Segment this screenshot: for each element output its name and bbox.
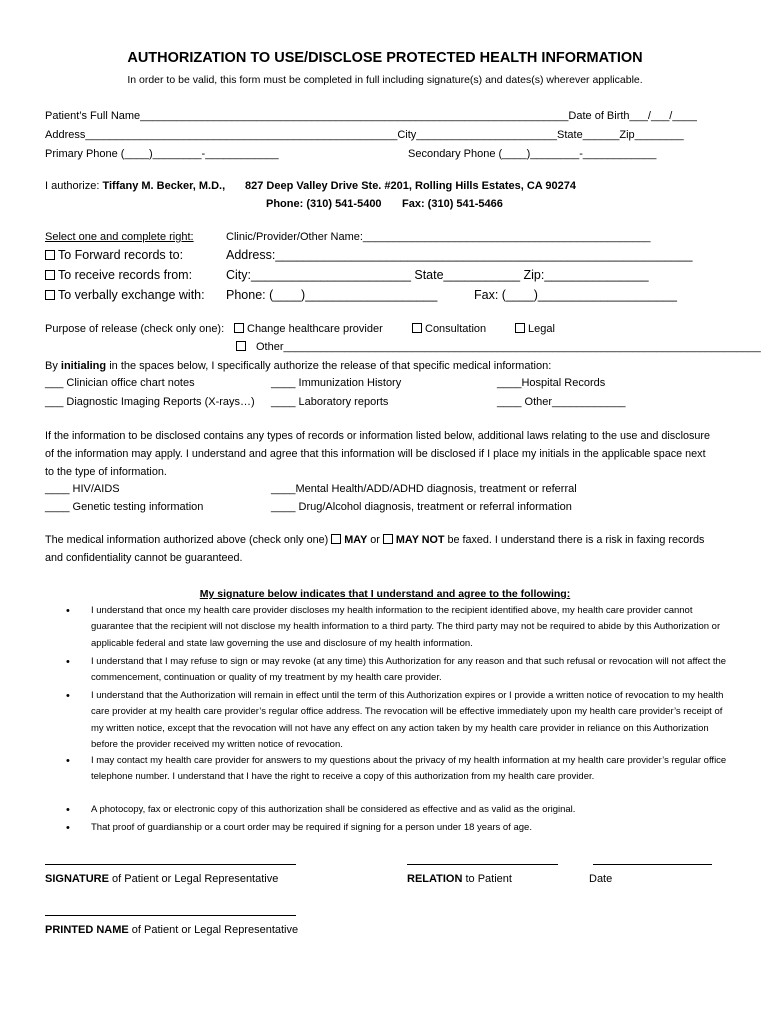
option-label: To receive records from: bbox=[58, 268, 193, 282]
initialing-intro bbox=[45, 359, 551, 373]
date-line[interactable] bbox=[593, 864, 712, 865]
purpose-label: Purpose of release (check only one): bbox=[45, 323, 225, 335]
recipient-phone-field[interactable]: Phone: (____)___________________ bbox=[226, 288, 438, 302]
checkbox[interactable] bbox=[45, 290, 55, 300]
agreement-heading: My signature below indicates that I understand and agree to the following: bbox=[199, 588, 571, 600]
checkbox[interactable] bbox=[412, 323, 422, 333]
fax-consent-paragraph bbox=[45, 531, 717, 567]
checkbox[interactable] bbox=[234, 323, 244, 333]
bullet-1: • bbox=[66, 605, 70, 617]
primary-phone-field[interactable]: Primary Phone (____)________-____________ bbox=[45, 148, 279, 160]
patient-address-field[interactable]: Address___________________________________________________City_______________________State______Zip________ bbox=[45, 129, 684, 141]
initial-genetic-testing[interactable]: ____ Genetic testing information bbox=[45, 501, 204, 513]
provider-address: 827 Deep Valley Drive Ste. #201, Rolling Hills Estates, CA 90274 bbox=[245, 180, 576, 192]
form-title: AUTHORIZATION TO USE/DISCLOSE PROTECTED HEALTH INFORMATION bbox=[127, 50, 643, 66]
may-not-label: MAY NOT bbox=[395, 534, 445, 546]
signature-label-rest: of Patient or Legal Representative bbox=[108, 873, 279, 885]
city-state-zip-field[interactable]: City:_______________________ State___________ Zip:_______________ bbox=[226, 268, 649, 282]
bullet-3: • bbox=[66, 690, 70, 702]
initial-drug-alcohol[interactable]: ____ Drug/Alcohol diagnosis, treatment or referral information bbox=[271, 501, 572, 513]
authorize-line bbox=[45, 179, 225, 193]
initial-other[interactable]: ____ Other____________ bbox=[497, 396, 626, 408]
form-subtitle: In order to be valid, this form must be completed in full including signature(s) and dates(s) wherever applicable. bbox=[127, 74, 643, 86]
purpose-other-field[interactable]: Other______________________________________________________________________________ bbox=[256, 341, 761, 353]
fax-consent-text: The medical information authorized above (check only one) bbox=[45, 534, 332, 546]
provider-name: Tiffany M. Becker, M.D., bbox=[102, 180, 226, 192]
initial-hiv-aids[interactable]: ____ HIV/AIDS bbox=[45, 483, 120, 495]
purpose-option-label: Change healthcare provider bbox=[247, 323, 383, 335]
relation-label-rest: to Patient bbox=[462, 873, 512, 885]
option-verbally-exchange[interactable] bbox=[45, 288, 205, 302]
purpose-legal[interactable] bbox=[515, 322, 555, 336]
purpose-other[interactable] bbox=[236, 340, 761, 354]
fax-consent-text-rest: be faxed. I understand there is a risk in faxing records and confidentiality cannot be guaranteed. bbox=[45, 534, 705, 564]
printed-name-line[interactable] bbox=[45, 915, 296, 916]
may-checkbox[interactable] bbox=[331, 534, 341, 544]
printed-name-label-rest: of Patient or Legal Representative bbox=[128, 924, 299, 936]
agreement-item-1: I understand that once my health care provider discloses my health information to the recipient identified above, my health care provider cannot guarantee that the recipient will not disclose my health information to a third party. The third party may not be required to abide by this Authorization or applicable federal and state law governing the use and disclosure of my health information. bbox=[91, 605, 721, 649]
signature-label bbox=[45, 872, 278, 886]
bullet-2: • bbox=[66, 656, 70, 668]
agreement-item-5: A photocopy, fax or electronic copy of this authorization shall be considered as effective and as valid as the original. bbox=[91, 804, 576, 815]
agreement-item-6: That proof of guardianship or a court order may be required if signing for a person under 18 years of age. bbox=[91, 822, 532, 833]
signature-line[interactable] bbox=[45, 864, 296, 865]
provider-fax: Fax: (310) 541-5466 bbox=[402, 198, 503, 210]
may-label: MAY bbox=[344, 534, 368, 546]
initial-mental-health[interactable]: ____Mental Health/ADD/ADHD diagnosis, treatment or referral bbox=[271, 483, 577, 495]
option-forward-records[interactable] bbox=[45, 248, 183, 262]
purpose-change-provider[interactable] bbox=[234, 322, 383, 336]
select-instruction: Select one and complete right: bbox=[45, 231, 194, 243]
relation-line[interactable] bbox=[407, 864, 558, 865]
relation-label bbox=[407, 872, 512, 886]
bullet-4: • bbox=[66, 755, 70, 767]
initial-diagnostic-imaging[interactable]: ___ Diagnostic Imaging Reports (X-rays…) bbox=[45, 396, 255, 408]
agreement-item-4: I may contact my health care provider for answers to my questions about the privacy of my health information at my health care provider’s regular office telephone number. I understand that I have the right to receive a copy of this authorization from my health care provider. bbox=[91, 755, 727, 783]
provider-phone: Phone: (310) 541-5400 bbox=[266, 198, 382, 210]
printed-name-label-bold: PRINTED NAME bbox=[45, 924, 129, 936]
signature-label-bold: SIGNATURE bbox=[45, 873, 109, 885]
patient-name-dob-field[interactable]: Patient’s Full Name______________________________________________________________________Date of Birth___/___/____ bbox=[45, 110, 697, 122]
purpose-option-label: Legal bbox=[528, 323, 555, 335]
purpose-option-label: Consultation bbox=[425, 323, 487, 335]
intro-text: By bbox=[45, 360, 61, 372]
date-label: Date bbox=[589, 873, 613, 885]
purpose-consultation[interactable] bbox=[412, 322, 486, 336]
bullet-6: • bbox=[66, 822, 70, 834]
checkbox[interactable] bbox=[236, 341, 246, 351]
option-label: To Forward records to: bbox=[58, 248, 184, 262]
checkbox[interactable] bbox=[515, 323, 525, 333]
bullet-5: • bbox=[66, 804, 70, 816]
clinic-name-field[interactable]: Clinic/Provider/Other Name:_______________________________________________ bbox=[226, 231, 651, 243]
agreement-item-3: I understand that the Authorization will remain in effect until the term of this Authorization expires or I provide a written notice of revocation to my health care provider at my health care provider’s regular office address. The revocation will be effective immediately upon my health care provider’s receipt of my written notice, except that the revocation will not have any effect on any action taken by my health care provider in reliance on this Authorization before the provider received my written notice of revocation. bbox=[91, 690, 724, 750]
intro-text-rest: in the spaces below, I specifically authorize the release of that specific medical information: bbox=[106, 360, 552, 372]
or-text: or bbox=[367, 534, 383, 546]
option-receive-records[interactable] bbox=[45, 268, 192, 282]
sensitive-info-paragraph: If the information to be disclosed contains any types of records or information listed below, additional laws relating to the use and disclosure of the information may apply. I understand and agree that this information will be disclosed if I place my initials in the applicable space next to the type of information. bbox=[45, 430, 710, 478]
may-not-checkbox[interactable] bbox=[383, 534, 393, 544]
recipient-address-field[interactable]: Address:____________________________________________________________ bbox=[226, 248, 693, 262]
checkbox[interactable] bbox=[45, 250, 55, 260]
initial-laboratory[interactable]: ____ Laboratory reports bbox=[271, 396, 389, 408]
checkbox[interactable] bbox=[45, 270, 55, 280]
intro-bold: initialing bbox=[60, 360, 107, 372]
initial-clinician-notes[interactable]: ___ Clinician office chart notes bbox=[45, 377, 195, 389]
printed-name-label bbox=[45, 923, 298, 937]
agreement-item-2: I understand that I may refuse to sign or may revoke (at any time) this Authorization for any reason and that such refusal or revocation will not affect the commencement, continuation or quality of my treatment by my health care provider. bbox=[91, 656, 727, 684]
initial-immunization[interactable]: ____ Immunization History bbox=[271, 377, 402, 389]
option-label: To verbally exchange with: bbox=[58, 288, 205, 302]
authorize-prefix: I authorize: bbox=[45, 180, 103, 192]
relation-label-bold: RELATION bbox=[407, 873, 463, 885]
initial-hospital-records[interactable]: ____Hospital Records bbox=[497, 377, 606, 389]
secondary-phone-field[interactable]: Secondary Phone (____)________-____________ bbox=[408, 148, 657, 160]
recipient-fax-field[interactable]: Fax: (____)____________________ bbox=[474, 288, 677, 302]
